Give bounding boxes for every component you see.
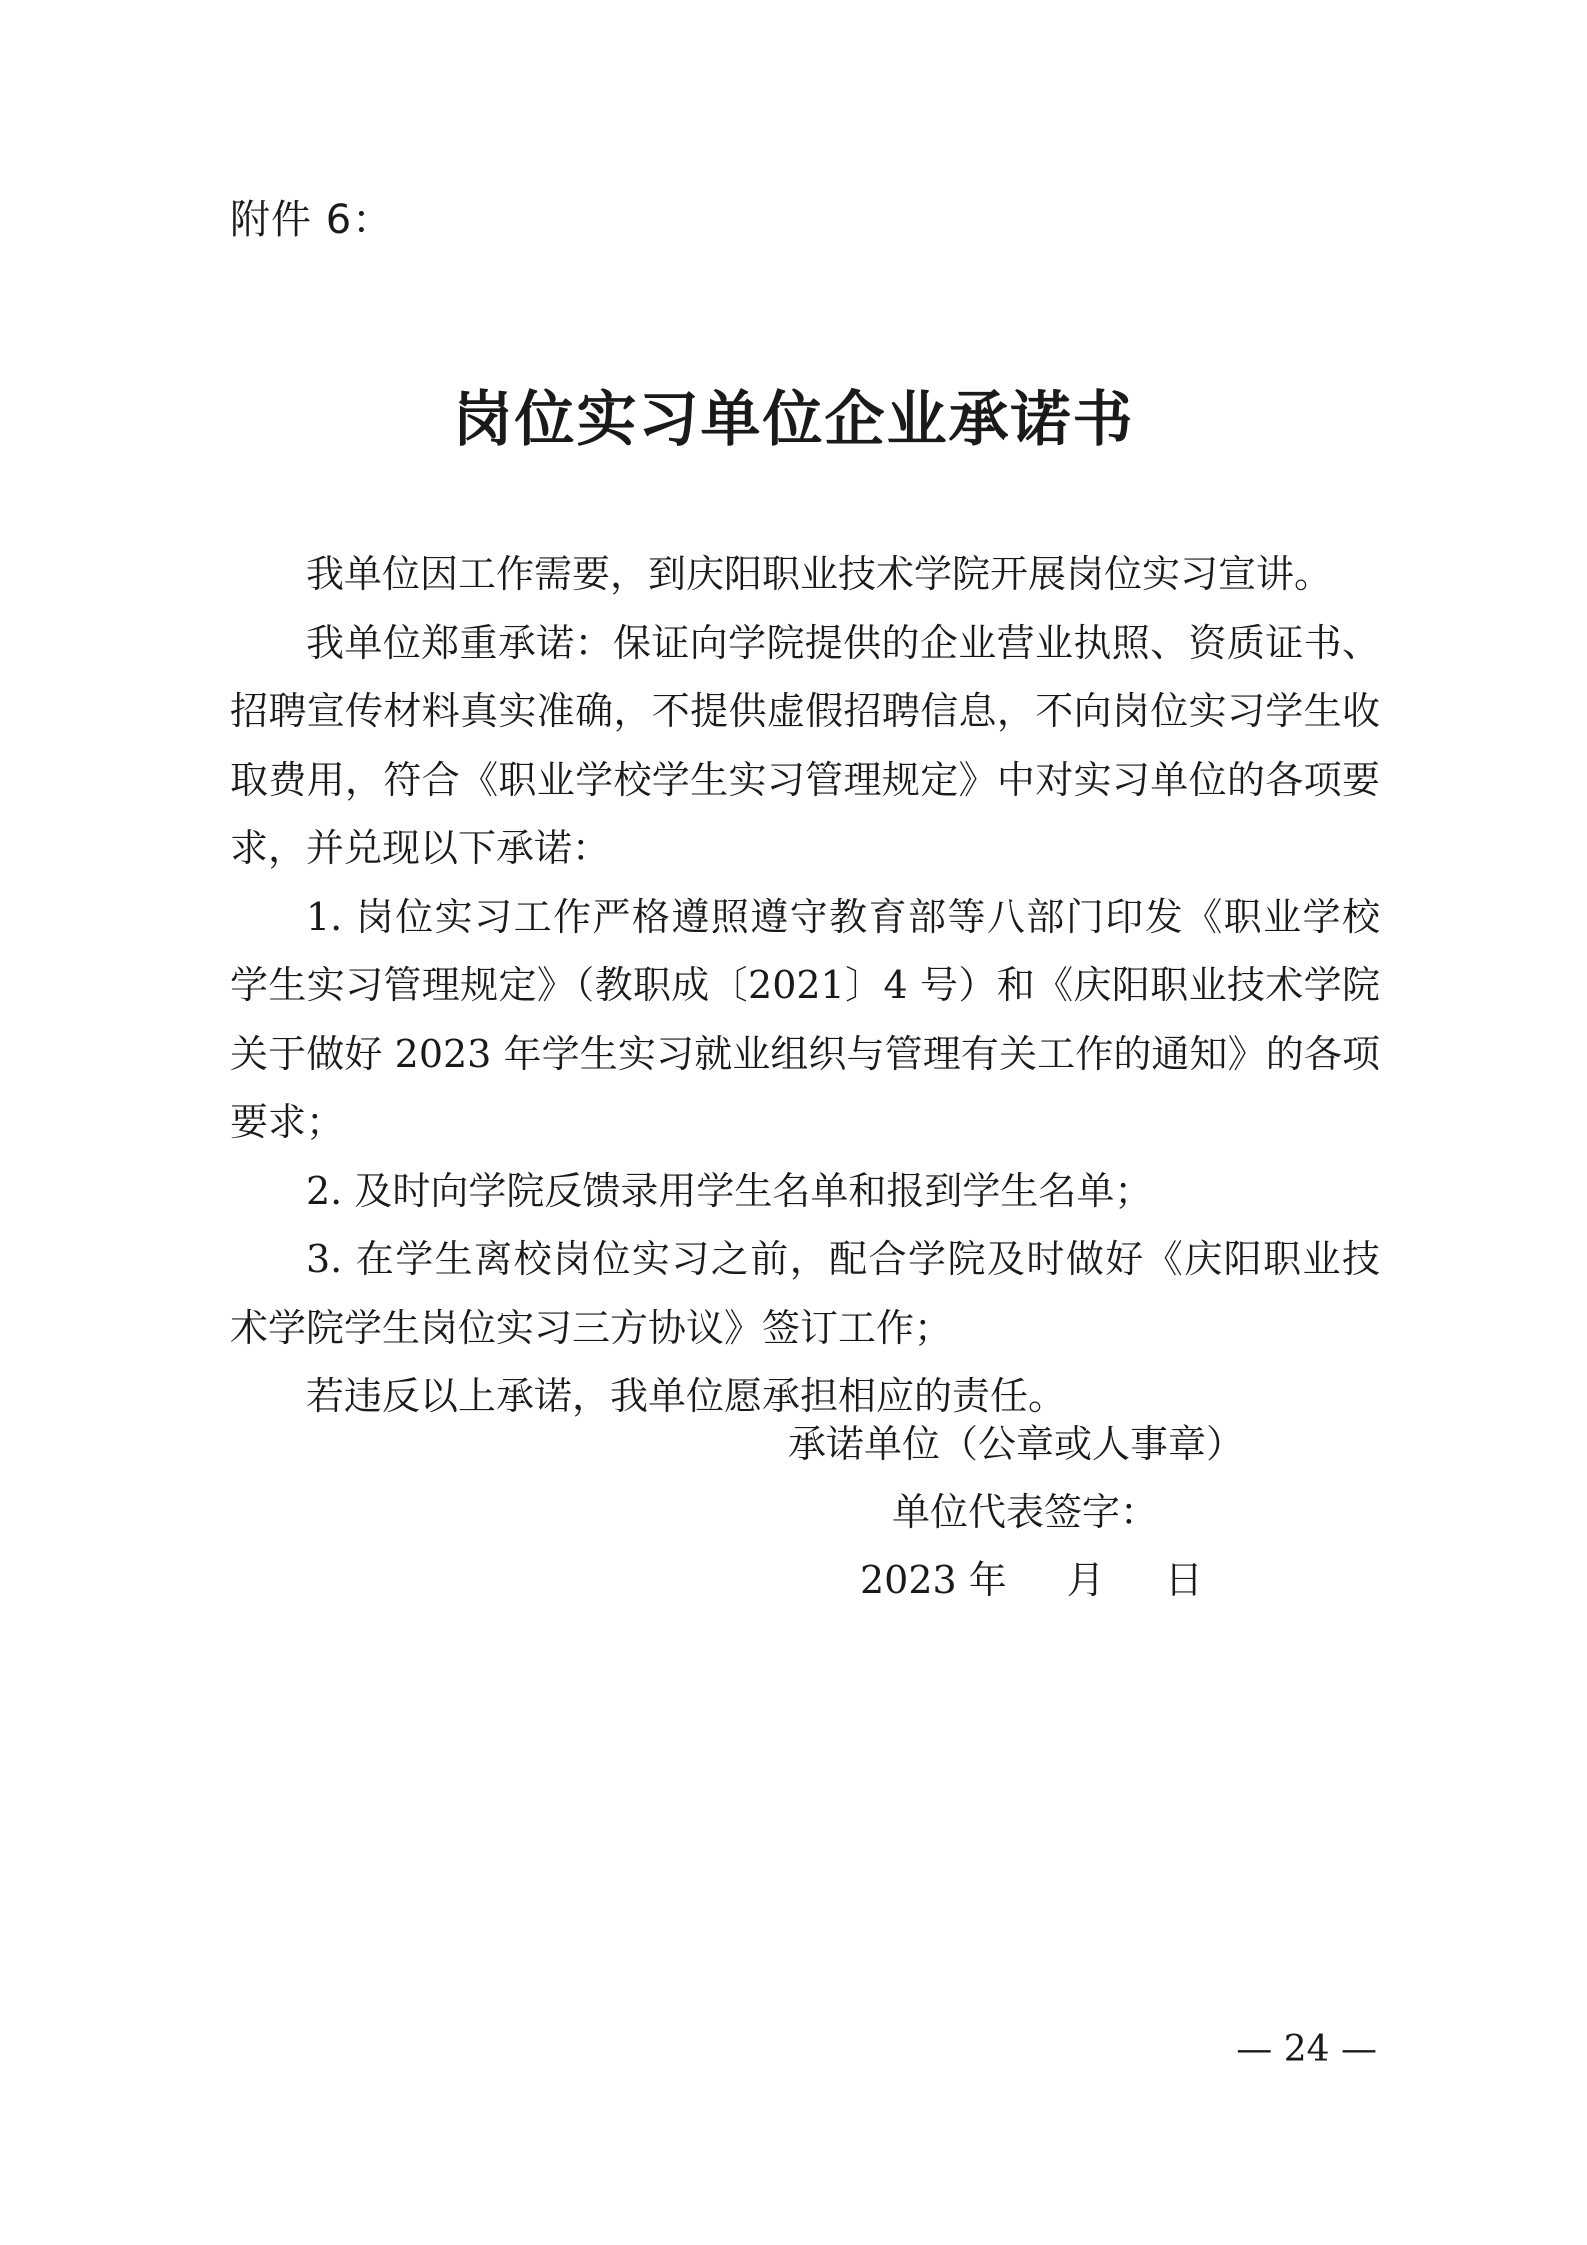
signature-block	[760, 1410, 1360, 1614]
signature-unit: 承诺单位（公章或人事章）	[788, 1422, 1245, 1466]
signature-representative: 单位代表签字：	[892, 1490, 1159, 1534]
paragraph-item-2: 2. 及时向学院反馈录用学生名单和报到学生名单；	[306, 1168, 1153, 1213]
paragraph-item-1: 1. 岗位实习工作严格遵照遵守教育部等八部门印发《职业学校学生实习管理规定》（教职成〔2021〕4 号）和《庆阳职业技术学院关于做好 2023 年学生实习就业组织与管理有关工作的通知》的各项要求；	[230, 894, 1380, 1144]
document-title: 岗位实习单位企业承诺书	[452, 385, 1135, 455]
paragraph-commitment: 我单位郑重承诺：保证向学院提供的企业营业执照、资质证书、招聘宣传材料真实准确，不提供虚假招聘信息，不向岗位实习学生收取费用，符合《职业学校学生实习管理规定》中对实习单位的各项要求，并兑现以下承诺：	[230, 620, 1380, 870]
signature-date	[760, 1546, 1360, 1614]
date-year: 2023 年	[860, 1558, 1007, 1602]
attachment-label: 附件 6：	[230, 197, 394, 243]
paragraph-item-3: 3. 在学生离校岗位实习之前，配合学院及时做好《庆阳职业技术学院学生岗位实习三方协议》签订工作；	[230, 1237, 1380, 1350]
date-month: 月	[1066, 1558, 1105, 1602]
document-body	[230, 540, 1380, 1431]
paragraph-intro: 我单位因工作需要，到庆阳职业技术学院开展岗位实习宣讲。	[306, 552, 1333, 596]
date-day: 日	[1164, 1558, 1203, 1602]
paragraph-liability: 若违反以上承诺，我单位愿承担相应的责任。	[306, 1374, 1067, 1418]
page-number: — 24 —	[1236, 2029, 1377, 2070]
